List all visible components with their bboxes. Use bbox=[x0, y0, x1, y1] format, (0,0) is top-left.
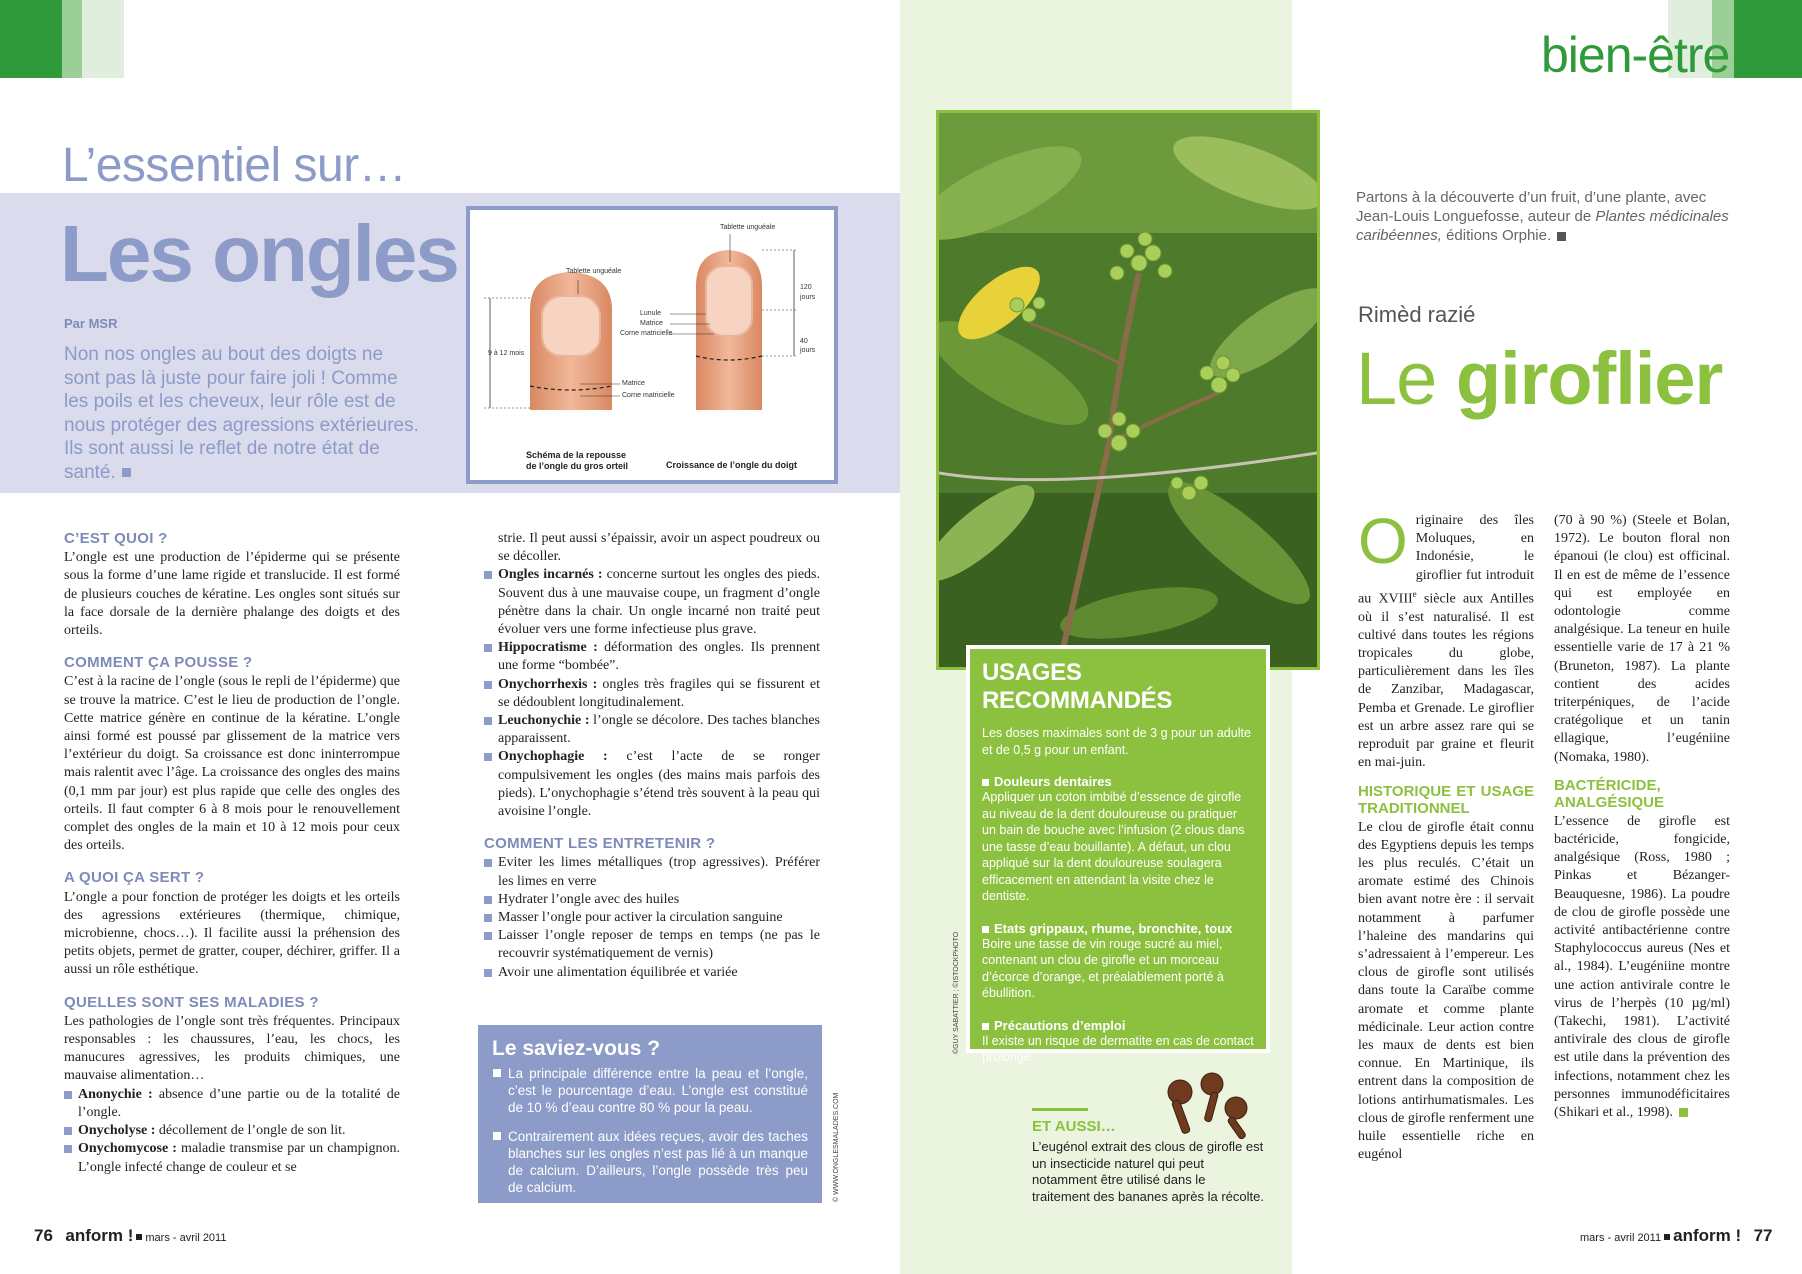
usage-heading: Précautions d’emploi bbox=[982, 1018, 1254, 1033]
paragraph: Originaire des îles Moluques, en Indonésie, le giroflier fut introduit au XVIIIe siècle aux Antilles où il s’est naturalisé. Il est cultivé dans toutes les régions tropicales du globe, particulièrement dans les îles de Zanzibar, Madagascar, Pemba et Grenade. Le giroflier est un arbre assez rare qui se reproduit par graine et fleurit en mai-juin. bbox=[1358, 505, 1534, 771]
list-item: Masser l’ongle pour activer la circulation sanguine bbox=[484, 909, 820, 927]
paragraph: L’ongle a pour fonction de protéger les doigts et les orteils des agressions extérieures (thermique, chimique, microbienne, chocs…). Il facilite aussi la préhension des petits objets, permet de gratter, couper, déchirer, griffer. Il a aussi un rôle esthétique. bbox=[64, 889, 400, 978]
diagram-caption-right: Croissance de l’ongle du doigt bbox=[666, 460, 798, 470]
right-intro: Partons à la découverte d’un fruit, d’une plante, avec Jean-Louis Longuefosse, auteur de Plantes médicinales caribéennes, éditions Orphie. bbox=[1356, 189, 1729, 244]
page-folio-left: 76 anform ! mars - avril 2011 bbox=[34, 1226, 227, 1245]
paragraph: C’est à la racine de l’ongle (sous le repli de l’épiderme) que se trouve la matrice. C’est le lieu de production de l’ongle. Cette matrice génère en continue de la kératine. L’ongle ainsi formé est poussé par glissement de la matrice vers l’extérieur du doigt. Sa croissance est donc ininterrompue mais ralentit avec l’âge. La croissance des ongles des mains (0,1 mm par jour) est plus rapide que celle des ongles des orteils. Il faut compter 6 à 8 mois pour le renouvellement complet des ongles de la main et 10 à 12 mois pour ceux des orteils. bbox=[64, 674, 400, 854]
clove-tree-illustration bbox=[939, 113, 1317, 667]
section-heading: QUELLES SONT SES MALADIES ? bbox=[64, 993, 319, 1011]
corner-bar-left-mid bbox=[62, 0, 82, 78]
section-heading: BACTÉRICIDE, ANALGÉSIQUE bbox=[1554, 776, 1665, 811]
nail-diagram-drawing bbox=[470, 210, 834, 480]
list-item: Laisser l’ongle reposer de temps en temps (ne pas le recouvrir systématiquement de vernis) bbox=[484, 927, 820, 963]
section-heading: COMMENT LES ENTRETENIR ? bbox=[484, 835, 716, 853]
cloves-icon bbox=[1150, 1064, 1260, 1144]
list-item: Onychorrhexis : ongles très fragiles qui se fissurent et se dédoublent longitudinalement. bbox=[484, 676, 820, 712]
paragraph: L’ongle est une production de l’épiderme qui se présente sous la forme d’une lame rigide et translucide. Il est formé de plusieurs couches de kératine. Les ongles sont situés sur la face dorsale de la dernière phalange des doigts et des orteils. bbox=[64, 550, 400, 639]
diagram-label: 9 à 12 mois bbox=[488, 350, 525, 357]
corner-bar-right bbox=[1734, 0, 1802, 78]
end-square-icon bbox=[1557, 232, 1566, 241]
paragraph: Il existe un risque de dermatite en cas de contact prolongé. bbox=[982, 1033, 1254, 1064]
section-heading: HISTORIQUE ET USAGE TRADITIONNEL bbox=[1358, 782, 1534, 817]
diagram-label: 120 bbox=[800, 284, 812, 291]
section-heading: COMMENT ÇA POUSSE ? bbox=[64, 654, 253, 672]
diagram-label: jours bbox=[800, 347, 816, 354]
did-you-know-item: Contrairement aux idées reçues, avoir des taches blanches sur les ongles n’est pas lié à un manque de calcium. D’ailleurs, l’ongle possède très peu de calcium. bbox=[492, 1128, 808, 1196]
corner-bar-left-light bbox=[82, 0, 124, 78]
paragraph: Les pathologies de l’ongle sont très fréquentes. Principaux responsables : les chaussures, l’eau, les chocs, les manucures agressives, les produits chimiques, une mauvaise alimentation… bbox=[64, 1013, 400, 1084]
did-you-know-box bbox=[478, 1025, 822, 1203]
left-kicker: L’essentiel sur… bbox=[62, 139, 407, 192]
et-aussi-rule bbox=[1032, 1108, 1088, 1111]
did-you-know-title: Le saviez-vous ? bbox=[492, 1037, 661, 1060]
page-title: Les ongles bbox=[60, 209, 458, 298]
paragraph: strie. Il peut aussi s’épaissir, avoir un aspect poudreux ou se décoller. bbox=[498, 531, 820, 565]
drop-cap: O bbox=[1358, 505, 1408, 577]
article-column-2 bbox=[484, 530, 820, 982]
diagram-label: jours bbox=[800, 294, 816, 301]
section-heading: A QUOI ÇA SERT ? bbox=[64, 869, 205, 887]
did-you-know-item: La principale différence entre la peau et l’ongle, c’est le pourcentage d’eau. L’ongle est constitué de 10 % d’eau contre 80 % pour la peau. bbox=[492, 1065, 808, 1116]
intro-text: Non nos ongles au bout des doigts ne sont pas là juste pour faire joli ! Comme les poils et les cheveux, leur rôle est de nous protéger des agressions extérieures. Ils sont aussi le reflet de notre état de santé. bbox=[64, 344, 419, 483]
right-title: Le giroflier bbox=[1356, 337, 1723, 420]
diagram-label: Matrice bbox=[622, 380, 645, 387]
diagram-label: Corne matricielle bbox=[622, 392, 675, 399]
corner-bar-left bbox=[0, 0, 62, 78]
diagram-label: Matrice bbox=[640, 320, 663, 327]
diagram-label: Tablette unguéale bbox=[566, 268, 622, 275]
list-item: Onycholyse : décollement de l’ongle de son lit. bbox=[64, 1122, 400, 1140]
list-item: Hippocratisme : déformation des ongles. Ils prennent une forme “bombée”. bbox=[484, 639, 820, 675]
list-item: Leuchonychie : l’ongle se décolore. Des taches blanches apparaissent. bbox=[484, 712, 820, 748]
paragraph: (70 à 90 %) (Steele et Bolan, 1972). Le bouton floral non épanoui (le clou) est officinal. Il en est de même de l’essence qui est employée en odontologie comme analgésique. La teneur en huile essentielle varie de 17 à 21 % (Bruneton, 1987). La plante contient des acides triterpéniques, de l’acide cratégolique et un tanin ellagique, l’eugéniine (Nomaka, 1980). bbox=[1554, 513, 1730, 765]
recommended-uses-title: USAGES RECOMMANDÉS bbox=[982, 659, 1173, 714]
recommended-uses-box bbox=[966, 645, 1270, 1064]
diagram-label: 40 bbox=[800, 338, 808, 345]
paragraph: L’essence de girofle est bactéricide, fongicide, analgésique (Ross, 1980 ; Pinkas et Bézanger-Beauquesne, 1986). La poudre de clou de girofle possède une activité antibactérienne contre Staphylococcus aureus (Nes et al., 1984). L’eugéniine montre une action antivirale contre le virus de l’herpès (10 µg/ml) (Takechi, 1981). L’activité antivirale des clous de girofle est utile dans la prévention des infections, notamment chez les personnes immunodéficitaires (Shikari et al., 1998). bbox=[1554, 813, 1730, 1121]
list-item: Ongles incarnés : concerne surtout les ongles des pieds. Souvent dus à une mauvaise coupe, un fragment d’ongle pénètre dans la chair. Un ongle incarné non traité peut évoluer vers une forme infectieuse plus grave. bbox=[484, 566, 820, 639]
diagram-label: Corne matricielle bbox=[620, 330, 673, 337]
et-aussi-title: ET AUSSI… bbox=[1032, 1118, 1116, 1135]
photo-credit: ©GUY SABATTIER ; ©ISTOCKPHOTO bbox=[953, 931, 960, 1054]
section-heading: C’EST QUOI ? bbox=[64, 530, 168, 547]
clove-tree-photo bbox=[936, 110, 1320, 670]
image-credit: © WWW.ONGLESMALADES.COM bbox=[833, 1092, 840, 1202]
paragraph: Boire une tasse de vin rouge sucré au miel, contenant un clou de girofle et un morceau d’écorce d’orange, et préalablement porté à ébullition. bbox=[982, 936, 1224, 1000]
usage-heading: Douleurs dentaires bbox=[982, 774, 1254, 789]
list-item: Avoir une alimentation équilibrée et variée bbox=[484, 964, 820, 982]
diagram-caption-left: Schéma de la repousse de l’ongle du gros orteil bbox=[526, 450, 629, 471]
list-item: Onychomycose : maladie transmise par un champignon. L’ongle infecté change de couleur et se bbox=[64, 1140, 400, 1176]
paragraph: Appliquer un coton imbibé d’essence de girofle au niveau de la dent douloureuse ou pratiquer un bain de bouche avec l’infusion (2 clous dans une tasse d’eau bouillante). A défaut, un clou appliqué sur la dent douloureuse soulagera efficacement en attendant la visite chez le dentiste. bbox=[982, 790, 1245, 903]
paragraph: Le clou de girofle était connu des Egyptiens depuis les temps les plus reculés. C’était un aromate estimé des Chinois bien avant notre ère : il servait notamment à parfumer l’haleine des mandarins qui s’adressaient à l’empereur. Les clous de girofle sont utilisés dans toute la Caraïbe comme aromate et comme plante médicinale. Leur action contre les maux de dents est bien connue. En Martinique, ils entrent dans la composition de lotions antirhumatismales. Les clous de girofle renferment une huile essentielle riche en eugénol bbox=[1358, 819, 1534, 1163]
list-item: Eviter les limes métalliques (trop agressives). Préférer les limes en verre bbox=[484, 854, 820, 890]
list-item: Anonychie : absence d’une partie ou de la totalité de l’ongle. bbox=[64, 1086, 400, 1122]
list-item: Hydrater l’ongle avec des huiles bbox=[484, 891, 820, 909]
et-aussi-text: L’eugénol extrait des clous de girofle est un insecticide naturel qui peut notamment être utilisé dans le traitement des bananes après la récolte. bbox=[1032, 1139, 1264, 1204]
end-square-icon bbox=[122, 468, 131, 477]
section-label: bien-être bbox=[1541, 27, 1730, 83]
nail-diagram bbox=[466, 206, 838, 484]
paragraph: Les doses maximales sont de 3 g pour un adulte et de 0,5 g pour un enfant. bbox=[982, 726, 1251, 757]
page-folio-right: mars - avril 2011 anform ! 77 bbox=[1580, 1226, 1773, 1245]
right-kicker: Rimèd razié bbox=[1358, 302, 1476, 327]
usage-heading: Etats grippaux, rhume, bronchite, toux bbox=[982, 921, 1254, 936]
diagram-label: Tablette unguéale bbox=[720, 224, 776, 231]
article-column-4 bbox=[1554, 512, 1730, 1122]
article-column-3 bbox=[1358, 505, 1534, 1164]
diagram-label: Lunule bbox=[640, 310, 662, 317]
list-item: Onychophagie : c’est l’acte de se ronger compulsivement les ongles (des mains mais parfois des pieds). L’onychophagie s’étend très souvent à la peau qui avoisine l’ongle. bbox=[484, 748, 820, 821]
end-square-icon bbox=[1679, 1108, 1688, 1117]
byline: Par MSR bbox=[64, 316, 118, 331]
article-column-1 bbox=[64, 530, 400, 1177]
